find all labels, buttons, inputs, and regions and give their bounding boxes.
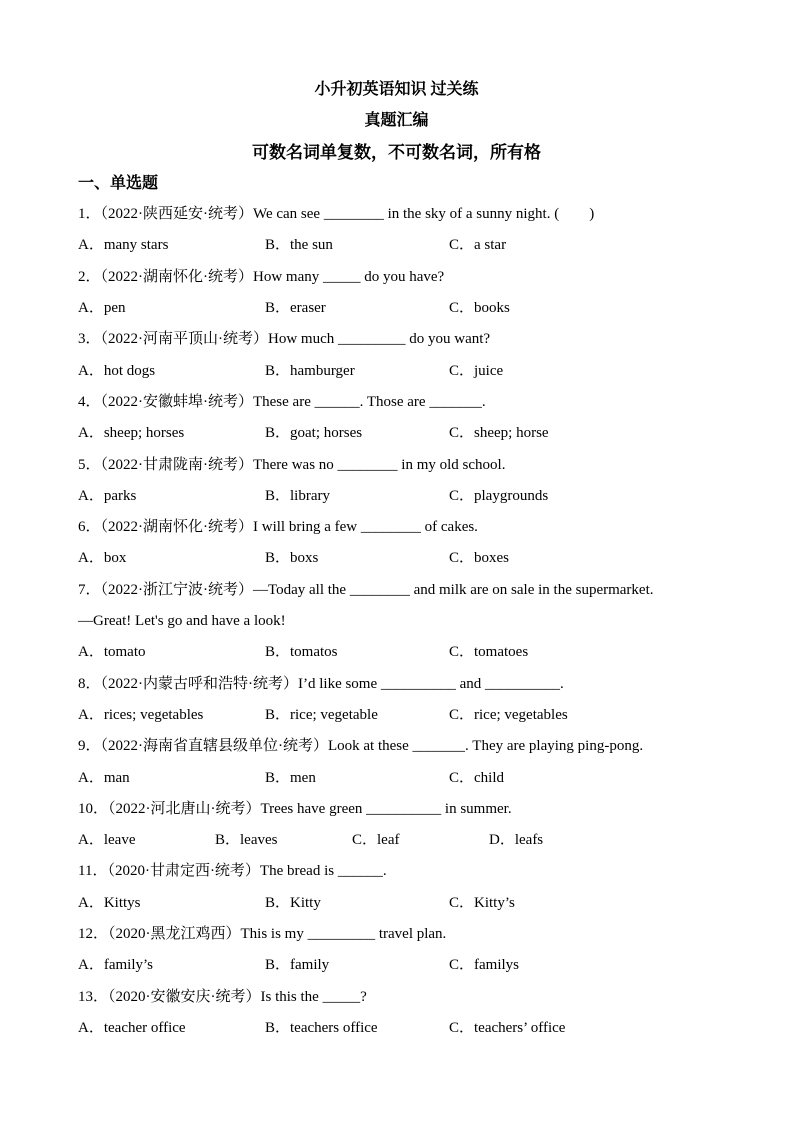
option: B．teachers office [265,1019,378,1036]
question-1-stem: 1．（2022·陕西延安·统考）We can see ________ in the sky of a sunny night. ( ) [78,206,595,223]
page-subtitle: 真题汇编 [364,112,429,130]
option: C．child [449,769,504,786]
document-content [78,74,715,1044]
option: B．boxs [265,550,319,567]
option: C．Kitty’s [449,894,515,911]
option: B．goat; horses [265,425,363,442]
option: A．family’s [78,957,153,974]
option: A．parks [78,487,137,504]
question-7-options [78,637,715,668]
option: C．boxes [449,550,510,567]
option: B．library [265,487,330,504]
question-8-options [78,700,715,731]
question-4-stem: 4．（2022·安徽蚌埠·统考）These are ______. Those are _______. [78,393,486,410]
option: C．teachers’ office [449,1019,566,1036]
question-2-options [78,293,715,324]
question-13-options [78,1013,715,1044]
question-7-stem-line2: —Great! Let's go and have a look! [78,613,286,630]
option: C．books [449,300,510,317]
option: C．juice [449,362,504,379]
option: A．box [78,550,127,567]
question-12-options [78,950,715,981]
question-4-options [78,418,715,449]
question-9-stem: 9．（2022·海南省直辖县级单位·统考）Look at these _______. They are playing ping-pong. [78,738,644,755]
question-5-options [78,481,715,512]
option: B．tomatos [265,644,338,661]
part-heading: 一、单选题 [78,174,159,192]
question-6-stem: 6．（2022·湖南怀化·统考）I will bring a few ________ of cakes. [78,519,478,536]
question-5-stem: 5．（2022·甘肃陇南·统考）There was no ________ in my old school. [78,456,506,473]
question-11-stem: 11．（2020·甘肃定西·统考）The bread is ______. [78,863,387,880]
question-11-options [78,888,715,919]
option: B．Kitty [265,894,321,911]
option: A．man [78,769,130,786]
option: B．rice; vegetable [265,706,378,723]
option: B．men [265,769,316,786]
option: A．leave [78,832,136,849]
question-3-options [78,356,715,387]
option: B．the sun [265,237,333,254]
option: A．pen [78,300,126,317]
question-8-stem: 8．（2022·内蒙古呼和浩特·统考）I’d like some __________ and __________. [78,675,564,692]
question-9-options [78,763,715,794]
option: B．leaves [215,832,278,849]
question-7-stem: 7．（2022·浙江宁波·统考）—Today all the ________ and milk are on sale in the supermarket. [78,581,654,598]
section-title: 可数名词单复数，不可数名词，所有格 [252,142,541,162]
option: A．tomato [78,644,146,661]
question-10-stem: 10．（2022·河北唐山·统考）Trees have green __________ in summer. [78,800,512,817]
option: B．hamburger [265,362,355,379]
question-3-stem: 3．（2022·河南平顶山·统考）How much _________ do you want? [78,331,491,348]
option: D．leafs [489,832,544,849]
question-13-stem: 13．（2020·安徽安庆·统考）Is this the _____? [78,988,367,1005]
option: A．Kittys [78,894,141,911]
page-title: 小升初英语知识 过关练 [314,81,479,98]
option: C．familys [449,957,519,974]
question-10-options [78,825,715,856]
question-2-stem: 2．（2022·湖南怀化·统考）How many _____ do you have? [78,268,445,285]
option: C．leaf [352,832,400,849]
question-1-options [78,230,715,261]
option: A．hot dogs [78,362,156,379]
question-6-options [78,543,715,574]
option: A．rices; vegetables [78,706,204,723]
option: A．many stars [78,237,169,254]
option: C．rice; vegetables [449,706,568,723]
option: C．a star [449,237,507,254]
option: C．tomatoes [449,644,529,661]
option: C．sheep; horse [449,425,549,442]
option: A．sheep; horses [78,425,185,442]
option: A．teacher office [78,1019,186,1036]
option: B．eraser [265,300,326,317]
option: C．playgrounds [449,487,549,504]
question-12-stem: 12．（2020·黑龙江鸡西）This is my _________ travel plan. [78,926,447,943]
option: B．family [265,957,330,974]
